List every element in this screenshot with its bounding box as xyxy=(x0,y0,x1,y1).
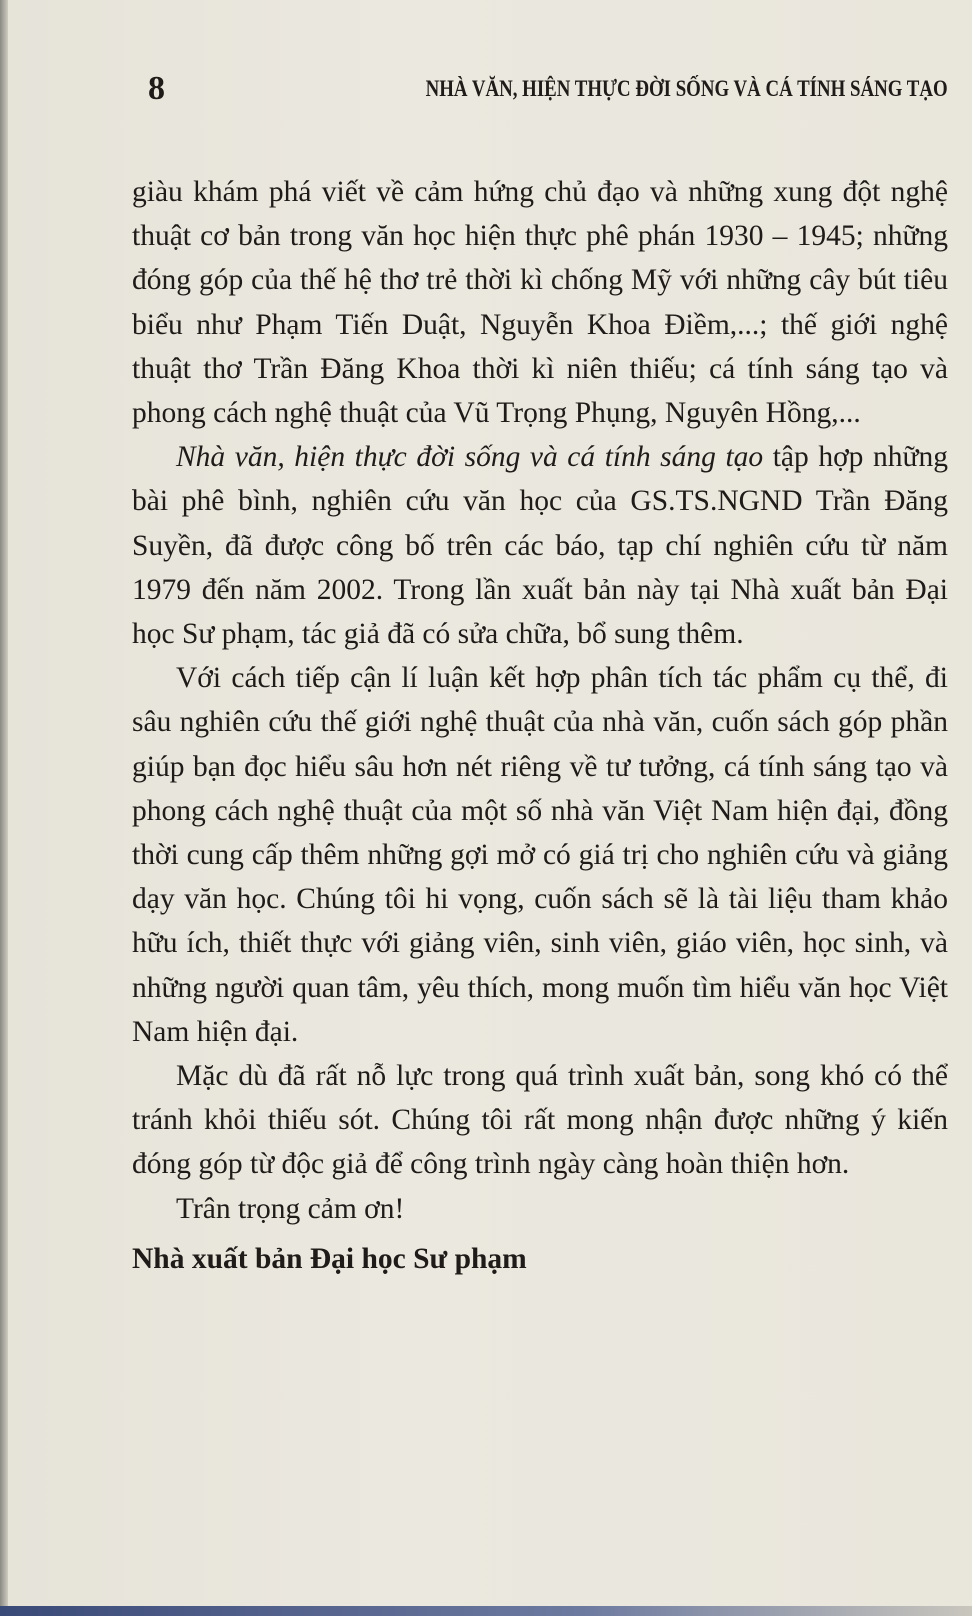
paragraph-apology: Mặc dù đã rất nỗ lực trong quá trình xuất bản, song khó có thể tránh khỏi thiếu sót. Chúng tôi rất mong nhận được những ý kiến đóng góp từ độc giả để công trình ngày càng hoàn thiện hơn. xyxy=(132,1060,948,1181)
page-gutter-edge xyxy=(0,0,8,1616)
body-text xyxy=(132,170,948,1281)
paragraph-continuation: giàu khám phá viết về cảm hứng chủ đạo và những xung đột nghệ thuật cơ bản trong văn học hiện thực phê phán 1930 – 1945; những đóng góp của thế hệ thơ trẻ thời kì chống Mỹ với những cây bút tiêu biểu như Phạm Tiến Duật, Nguyễn Khoa Điềm,...; thế giới nghệ thuật thơ Trần Đăng Khoa thời kì niên thiếu; cá tính sáng tạo và phong cách nghệ thuật của Vũ Trọng Phụng, Nguyên Hồng,... xyxy=(132,176,948,430)
paragraph-thanks: Trân trọng cảm ơn! xyxy=(176,1192,405,1225)
book-title-italic: Nhà văn, hiện thực đời sống và cá tính sáng tạo xyxy=(176,441,764,474)
paragraph-book-intro xyxy=(132,435,948,656)
cover-edge-strip xyxy=(0,1606,972,1616)
publisher-signature: Nhà xuất bản Đại học Sư phạm xyxy=(132,1242,527,1275)
running-title: NHÀ VĂN, HIỆN THỰC ĐỜI SỐNG VÀ CÁ TÍNH SÁNG TẠO xyxy=(425,76,948,101)
page-header xyxy=(148,70,948,120)
paragraph-book-intro-text: tập hợp những bài phê bình, nghiên cứu văn học của GS.TS.NGND Trần Đăng Suyền, đã được công bố trên các báo, tạp chí nghiên cứu từ năm 1979 đến năm 2002. Trong lần xuất bản này tại Nhà xuất bản Đại học Sư phạm, tác giả đã có sửa chữa, bổ sung thêm. xyxy=(132,441,948,651)
paragraph-approach: Với cách tiếp cận lí luận kết hợp phân tích tác phẩm cụ thể, đi sâu nghiên cứu thế giới nghệ thuật của nhà văn, cuốn sách góp phần giúp bạn đọc hiểu sâu hơn nét riêng về tư tưởng, cá tính sáng tạo và phong cách nghệ thuật của một số nhà văn Việt Nam hiện đại, đồng thời cung cấp thêm những gợi mở có giá trị cho nghiên cứu và giảng dạy văn học. Chúng tôi hi vọng, cuốn sách sẽ là tài liệu tham khảo hữu ích, thiết thực với giảng viên, sinh viên, giáo viên, học sinh, và những người quan tâm, yêu thích, mong muốn tìm hiểu văn học Việt Nam hiện đại. xyxy=(132,662,948,1048)
page-number: 8 xyxy=(148,70,166,107)
